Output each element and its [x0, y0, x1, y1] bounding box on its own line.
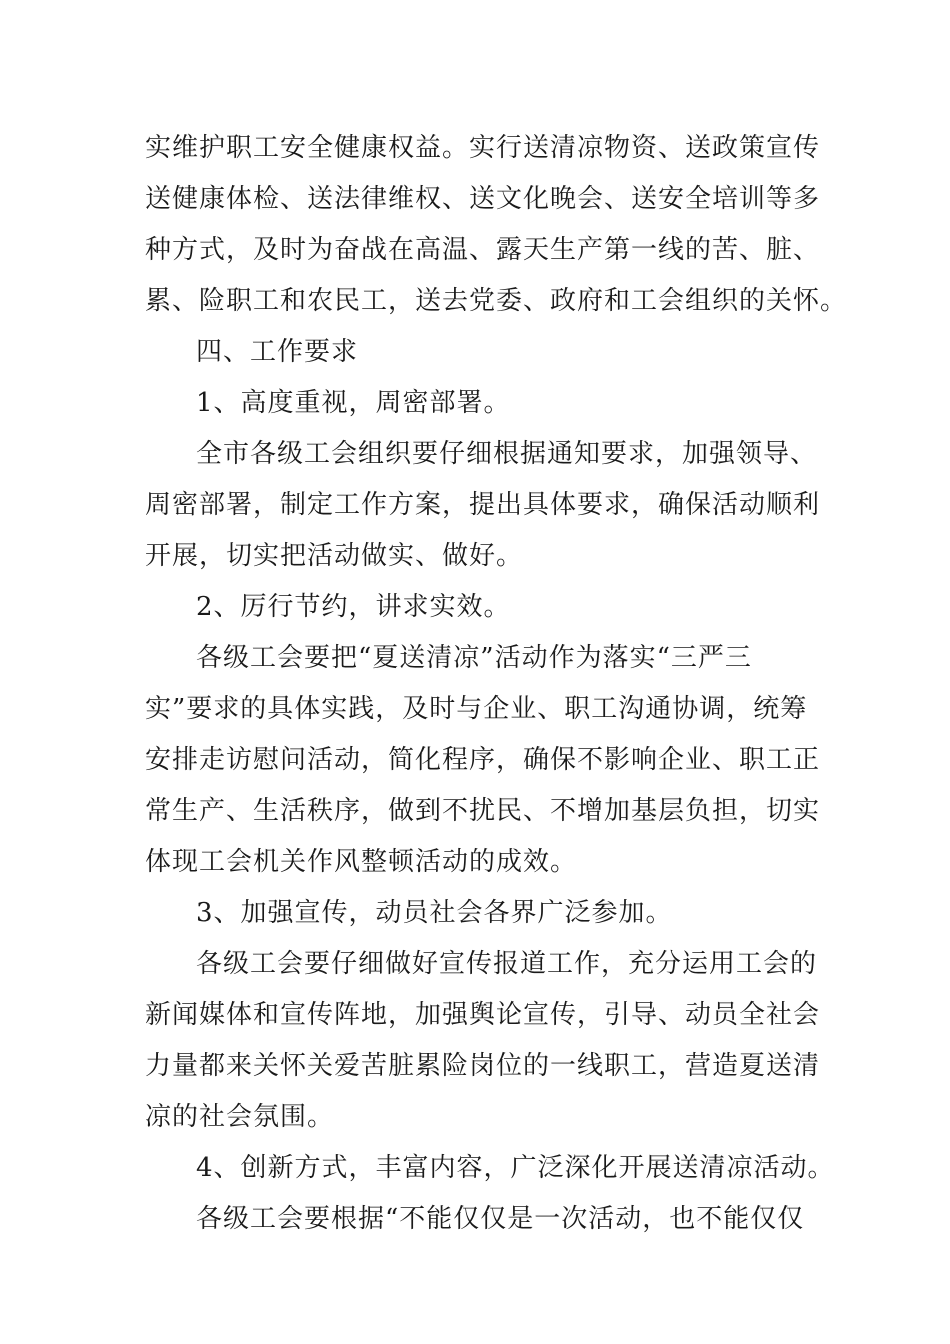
paragraph-line: 新闻媒体和宣传阵地，加强舆论宣传，引导、动员全社会	[145, 1000, 821, 1030]
paragraph-line: 种方式，及时为奋战在高温、露天生产第一线的苦、脏、	[145, 235, 821, 265]
paragraph-line: 送健康体检、送法律维权、送文化晚会、送安全培训等多	[145, 184, 821, 214]
subsection-heading: 2、厉行节约，讲求实效。	[196, 592, 511, 622]
paragraph-line: 各级工会要根据“不能仅仅是一次活动，也不能仅仅	[196, 1204, 805, 1234]
paragraph-line: 各级工会要仔细做好宣传报道工作，充分运用工会的	[196, 949, 818, 979]
paragraph-line: 实维护职工安全健康权益。实行送清凉物资、送政策宣传	[145, 133, 821, 163]
paragraph-line: 凉的社会氛围。	[145, 1102, 335, 1132]
paragraph-line: 安排走访慰问活动，简化程序，确保不影响企业、职工正	[145, 745, 821, 775]
section-heading: 四、工作要求	[196, 337, 359, 367]
paragraph-line: 常生产、生活秩序，做到不扰民、不增加基层负担，切实	[145, 796, 821, 826]
paragraph-line: 开展，切实把活动做实、做好。	[145, 541, 524, 571]
paragraph-line: 力量都来关怀关爱苦脏累险岗位的一线职工，营造夏送清	[145, 1051, 821, 1081]
subsection-heading: 3、加强宣传，动员社会各界广泛参加。	[196, 898, 673, 928]
paragraph-line: 各级工会要把“夏送清凉”活动作为落实“三严三	[196, 643, 752, 673]
subsection-heading: 4、创新方式，丰富内容，广泛深化开展送清凉活动。	[196, 1153, 835, 1183]
paragraph-line: 全市各级工会组织要仔细根据通知要求，加强领导、	[196, 439, 818, 469]
paragraph-line: 体现工会机关作风整顿活动的成效。	[145, 847, 578, 877]
paragraph-line: 周密部署，制定工作方案，提出具体要求，确保活动顺利	[145, 490, 821, 520]
paragraph-line: 累、险职工和农民工，送去党委、政府和工会组织的关怀。	[145, 286, 848, 316]
subsection-heading: 1、高度重视，周密部署。	[196, 388, 511, 418]
paragraph-line: 实”要求的具体实践，及时与企业、职工沟通协调，统筹	[145, 694, 808, 724]
